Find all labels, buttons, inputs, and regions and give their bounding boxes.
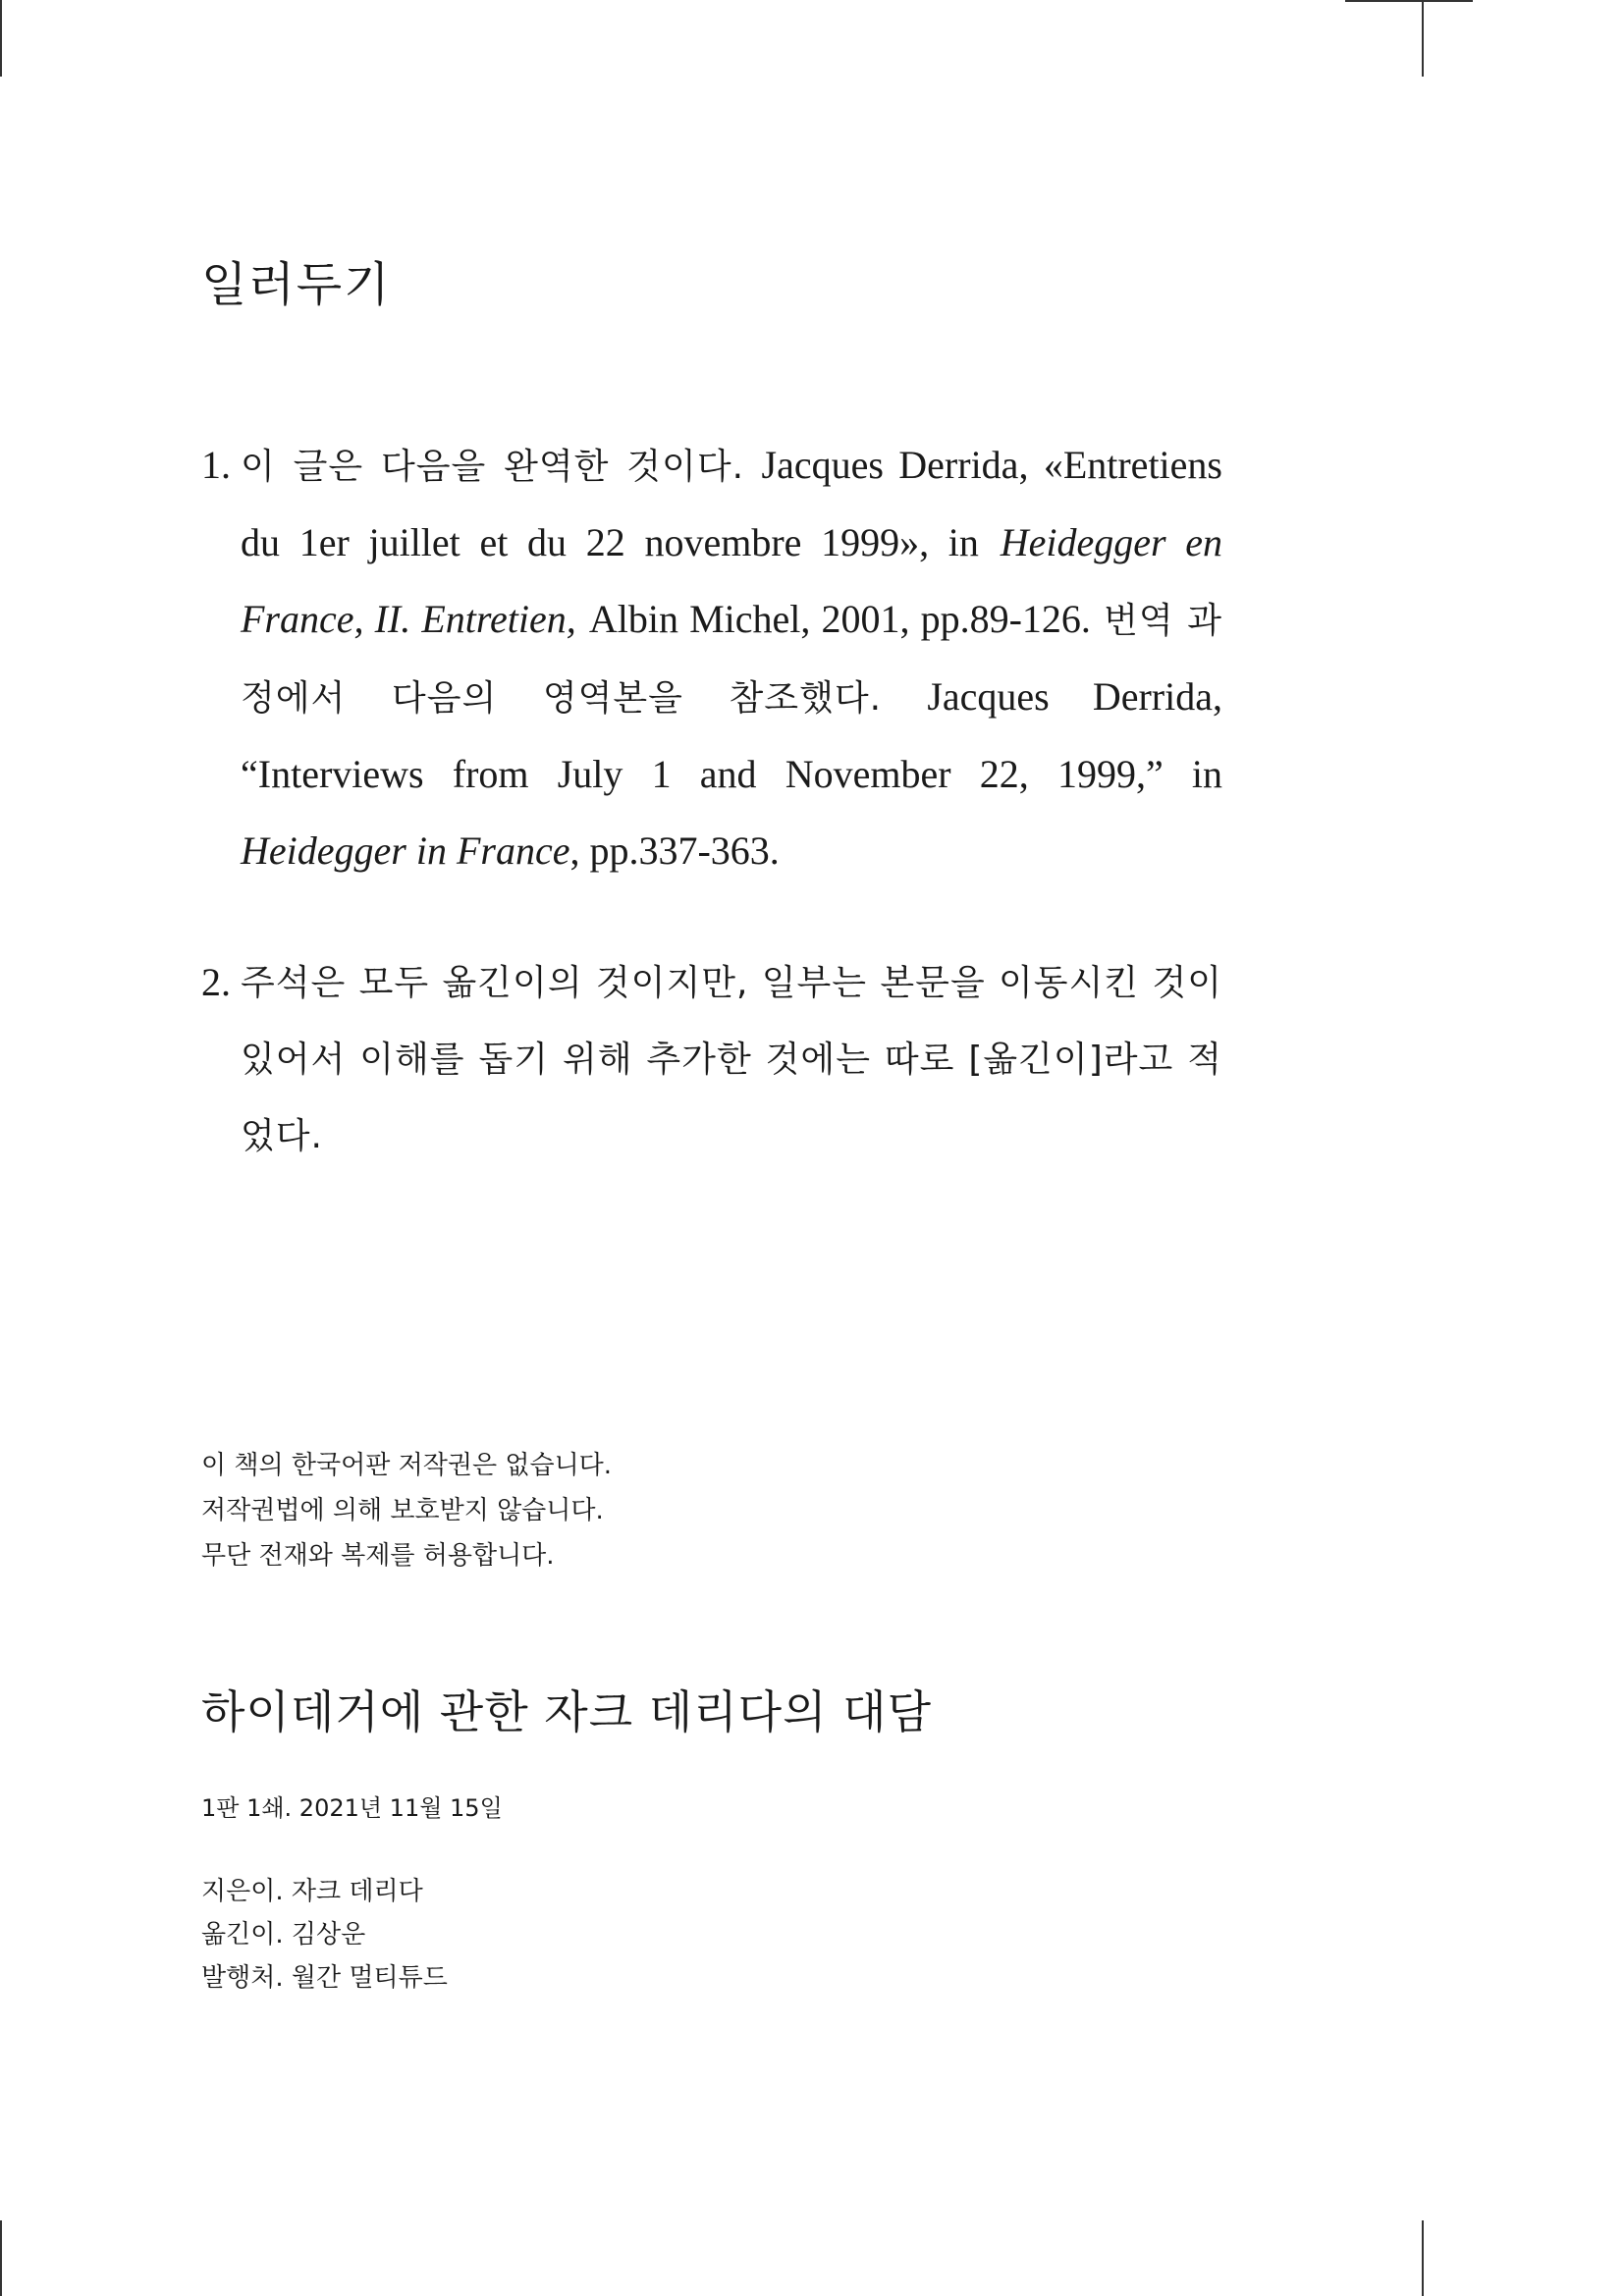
credit-translator: 옮긴이. 김상운 [201,1920,366,1949]
notes-heading: 일러두기 [201,257,392,312]
note-citation: Jacques Derrida, «Entretiens du 1er juillet et du 22 novembre 1999», in [241,443,1222,564]
notes-list [201,427,1222,1174]
note-number: 1. [201,443,231,487]
note-text-translation: 번역 과정에서 다음의 영역본을 참조했다. [241,601,1222,719]
copyright-line: 무단 전재와 복제를 허용합니다. [201,1541,555,1571]
crop-mark-bottom-left [0,2220,2,2296]
copyright-line: 이 책의 한국어판 저작권은 없습니다. [201,1451,613,1480]
credit-publisher: 발행처. 월간 멀티튜드 [201,1963,448,1993]
note-number: 2. [201,960,231,1004]
credit-author: 지은이. 자크 데리다 [201,1877,423,1906]
crop-mark-top-right-horizontal [1345,0,1473,2]
credits [201,1870,448,2000]
book-title: 하이데거에 관한 자크 데리다의 대담 [201,1685,933,1738]
note-text: 주석은 모두 옮긴이의 것이지만, 일부는 본문을 이동시킨 것이 있어서 이해를 돕기 위해 추가한 것에는 따로 [옮긴이]라고 적었다. [241,963,1222,1156]
note-2 [201,944,1222,1174]
crop-mark-top-right-vertical [1422,0,1424,77]
note-citation-publisher: Albin Michel, 2001, pp.89-126. [588,597,1091,641]
note-text: 이 글은 다음을 완역한 것이다. [241,447,745,487]
copyright-notice [201,1443,612,1578]
note-citation-english: Jacques Derrida, “Interviews from July 1 and November 22, 1999,” in [241,674,1222,796]
crop-mark-bottom-right [1422,2220,1424,2296]
crop-mark-top-left [0,0,2,77]
note-citation-pages: , pp.337-363. [569,828,780,873]
edition-date: 1판 1쇄. 2021년 11월 15일 [201,1794,503,1822]
note-citation-english-title: Heidegger in France [241,828,570,873]
copyright-line: 저작권법에 의해 보호받지 않습니다. [201,1496,604,1525]
note-1 [201,427,1222,889]
note-citation-title: Heidegger en France, II. Entretien, [241,520,1222,641]
